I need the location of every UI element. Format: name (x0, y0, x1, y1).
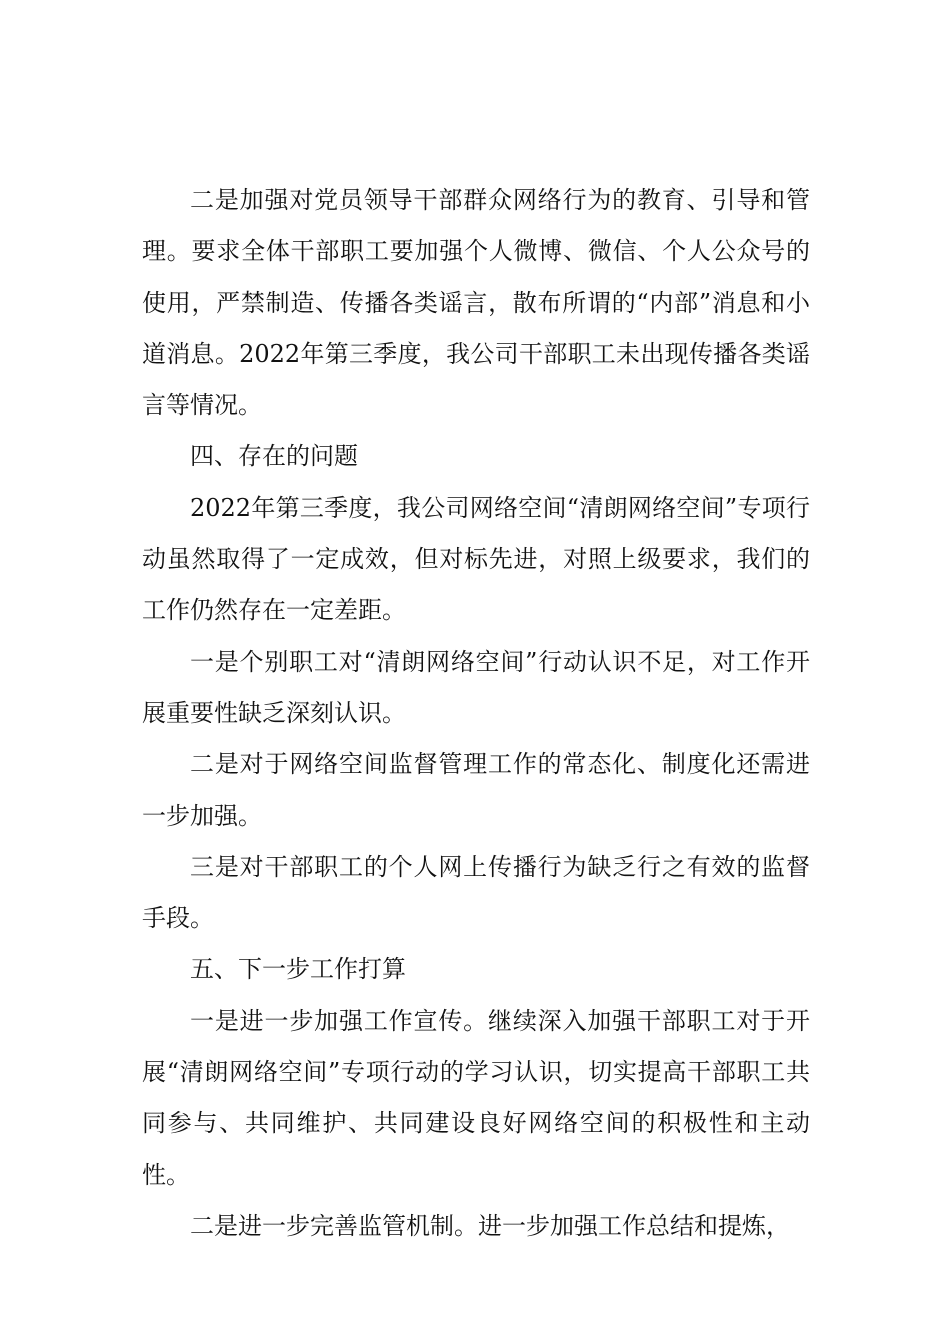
paragraph-problems-overview: 2022年第三季度，我公司网络空间“清朗网络空间”专项行动虽然取得了一定成效，但对标先进，对照上级要求，我们的工作仍然存在一定差距。 (142, 493, 810, 625)
paragraph-problem-awareness: 一是个别职工对“清朗网络空间”行动认识不足，对工作开展重要性缺乏深刻认识。 (142, 647, 810, 727)
paragraph-next-mechanism: 二是进一步完善监管机制。进一步加强工作总结和提炼， (190, 1211, 790, 1240)
paragraph-problem-normalization: 二是对于网络空间监督管理工作的常态化、制度化还需进一步加强。 (142, 750, 810, 830)
section-heading-next-steps: 五、下一步工作打算 (190, 955, 406, 984)
section-heading-problems: 四、存在的问题 (190, 442, 358, 471)
paragraph-next-publicity: 一是进一步加强工作宣传。继续深入加强干部职工对于开展“清朗网络空间”专项行动的学习认识，切实提高干部职工共同参与、共同维护、共同建设良好网络空间的积极性和主动性。 (142, 1006, 810, 1189)
document-body (142, 175, 810, 1252)
paragraph-problem-supervision: 三是对干部职工的个人网上传播行为缺乏行之有效的监督手段。 (142, 852, 810, 933)
paragraph-education-guidance: 二是加强对党员领导干部群众网络行为的教育、引导和管理。要求全体干部职工要加强个人微博、微信、个人公众号的使用，严禁制造、传播各类谣言，散布所谓的“内部”消息和小道消息。2022年第三季度，我公司干部职工未出现传播各类谣言等情况。 (142, 186, 810, 420)
